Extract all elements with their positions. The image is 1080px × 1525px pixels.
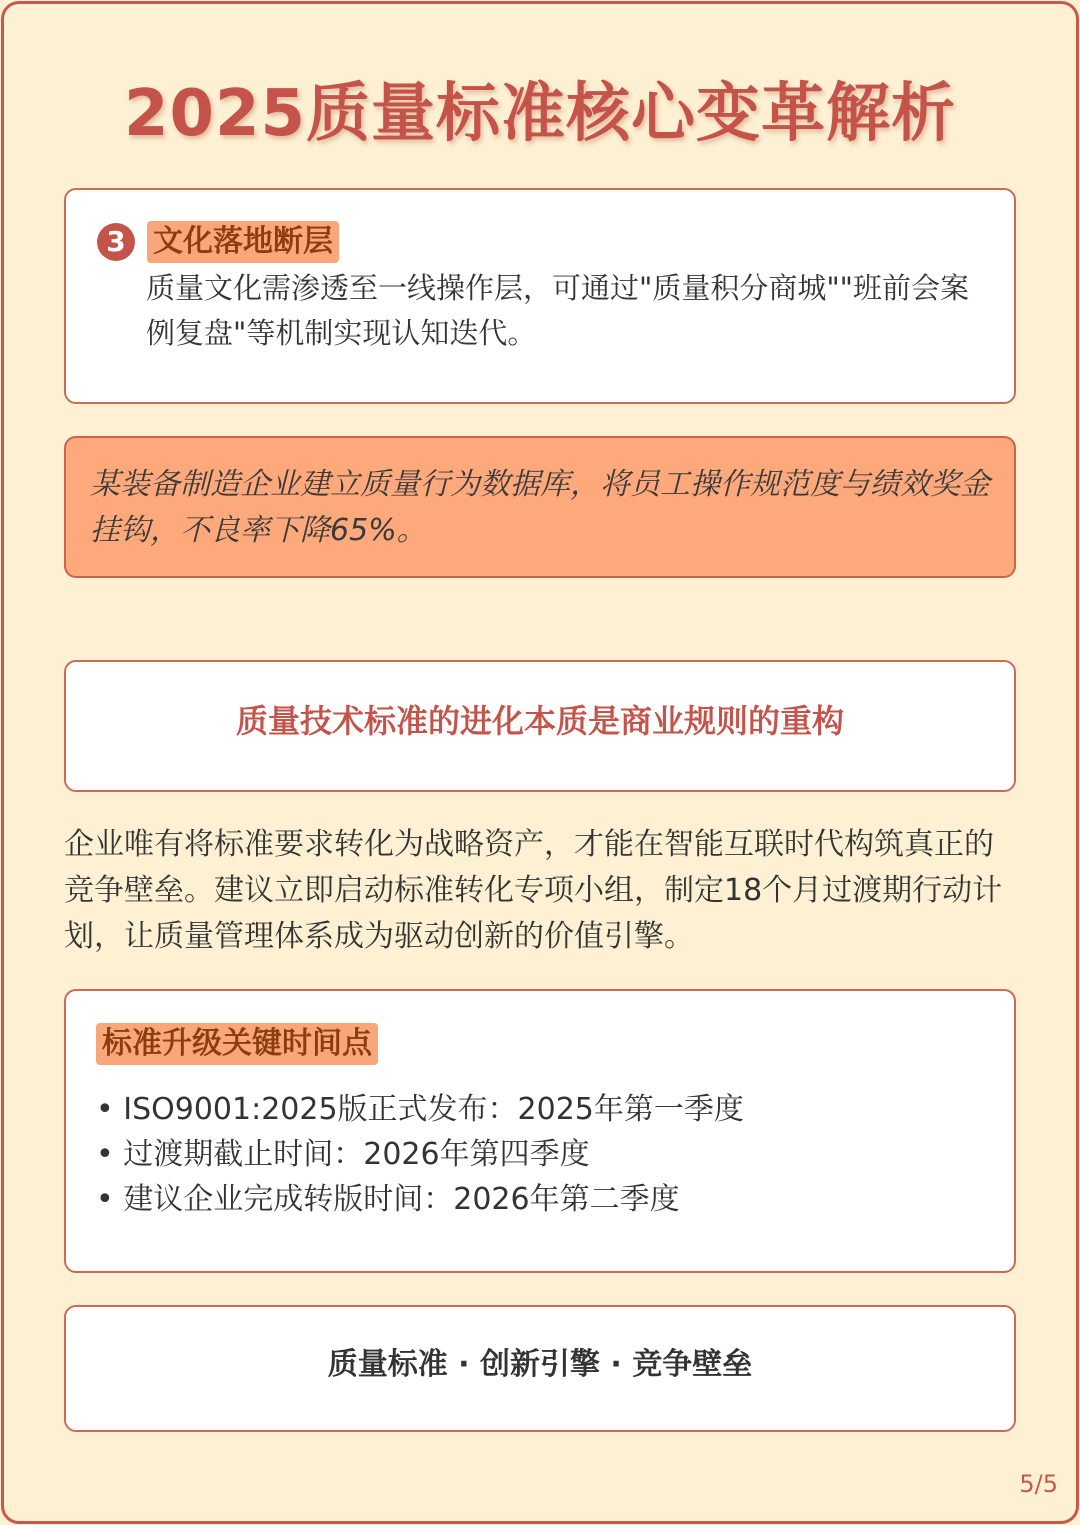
list-item: • ISO9001:2025版正式发布：2025年第一季度 bbox=[96, 1092, 744, 1127]
tagline: 质量标准 · 创新引擎 · 竞争壁垒 bbox=[327, 1347, 753, 1382]
number-badge: 3 bbox=[97, 223, 135, 261]
case-card bbox=[64, 436, 1016, 578]
conclusion-card bbox=[64, 660, 1016, 792]
section-body: 质量文化需渗透至一线操作层，可通过"质量积分商城""班前会案例复盘"等机制实现认知迭代。 bbox=[146, 271, 970, 350]
page-number: 5/5 bbox=[1019, 1470, 1058, 1498]
section-heading: 文化落地断层 bbox=[147, 221, 339, 263]
tagline-card bbox=[64, 1305, 1016, 1432]
case-text: 某装备制造企业建立质量行为数据库，将员工操作规范度与绩效奖金挂钩，不良率下降65%。 bbox=[90, 467, 990, 548]
conclusion-paragraph: 企业唯有将标准要求转化为战略资产，才能在智能互联时代构筑真正的竞争壁垒。建议立即启动标准转化专项小组，制定18个月过渡期行动计划，让质量管理体系成为驱动创新的价值引擎。 bbox=[64, 827, 1003, 954]
list-item: • 建议企业完成转版时间：2026年第二季度 bbox=[96, 1182, 680, 1217]
timeline-card bbox=[64, 989, 1016, 1273]
list-item: • 过渡期截止时间：2026年第四季度 bbox=[96, 1137, 590, 1172]
conclusion-heading: 质量技术标准的进化本质是商业规则的重构 bbox=[235, 702, 844, 740]
timeline-heading: 标准升级关键时间点 bbox=[96, 1023, 378, 1065]
timeline-list bbox=[96, 1087, 744, 1222]
section-3-card bbox=[64, 188, 1016, 404]
page-title: 2025质量标准核心变革解析 bbox=[123, 77, 957, 151]
